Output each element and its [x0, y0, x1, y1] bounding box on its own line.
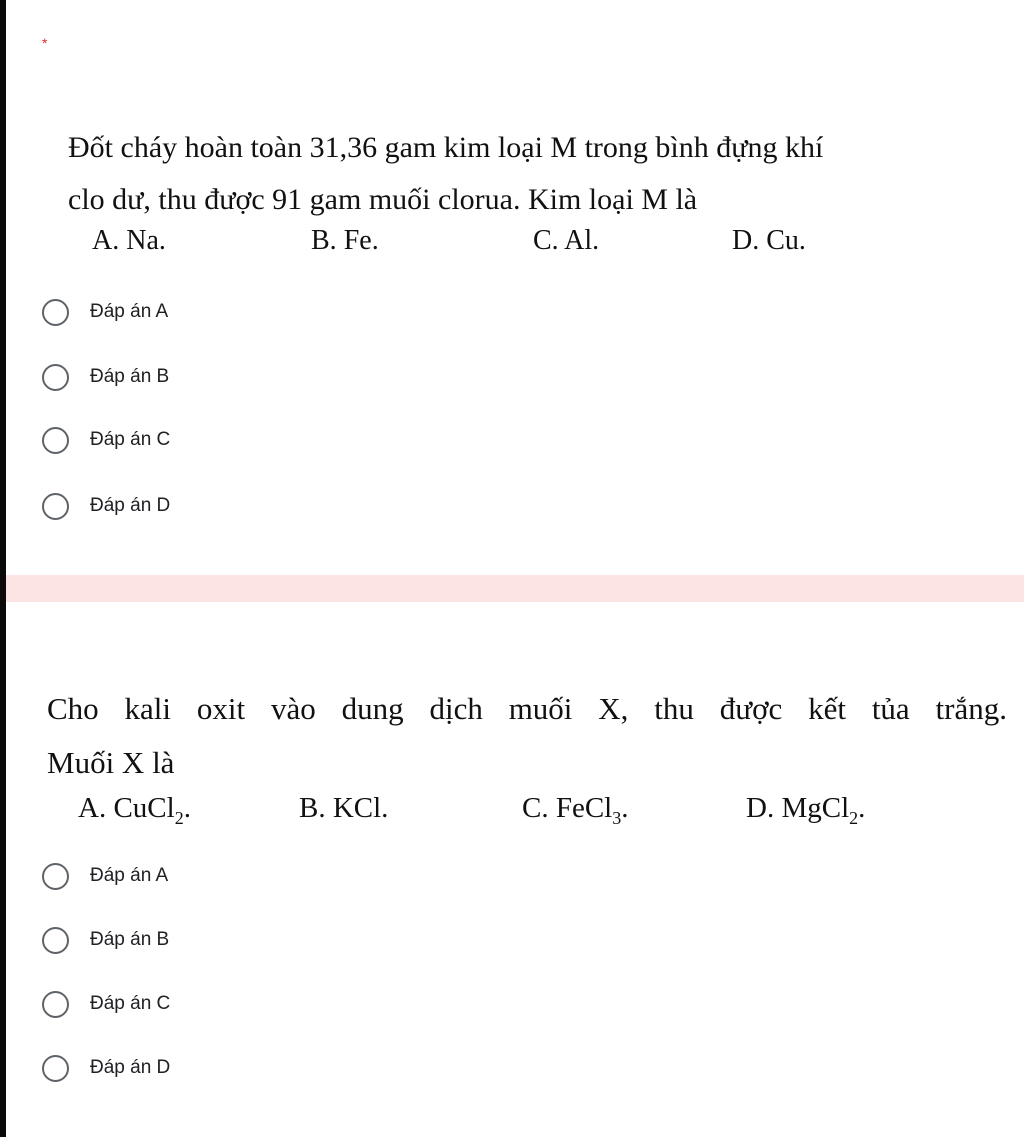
choice-text: Fe.: [343, 225, 379, 256]
radio-button[interactable]: [42, 299, 69, 326]
choice-letter: C.: [533, 225, 559, 256]
answer-option-c[interactable]: [42, 984, 170, 1024]
choice-end: .: [183, 792, 191, 824]
choice-end: .: [621, 792, 629, 824]
choice-text: FeCl: [555, 792, 613, 824]
choice-a: [78, 792, 191, 829]
choice-text: CuCl: [113, 792, 175, 824]
choice-d: [746, 792, 865, 829]
question-2-line-1: Cho kali oxit vào dung dịch muối X, thu được kết tủa trắng.: [47, 691, 1007, 726]
question-card-2: [6, 602, 1024, 1137]
answer-option-c[interactable]: [42, 420, 170, 460]
choice-text: MgCl: [781, 792, 850, 824]
choice-text: KCl.: [332, 792, 389, 824]
radio-button[interactable]: [42, 427, 69, 454]
radio-button[interactable]: [42, 991, 69, 1018]
choice-text: Al.: [564, 225, 600, 256]
choice-letter: D.: [746, 792, 775, 824]
answer-option-d[interactable]: [42, 486, 170, 526]
choice-a: [92, 225, 166, 257]
question-1-choices: [6, 225, 1024, 271]
choice-subscript: 3: [612, 807, 622, 828]
radio-button[interactable]: [42, 364, 69, 391]
choice-letter: C.: [522, 792, 549, 824]
radio-button[interactable]: [42, 493, 69, 520]
choice-end: .: [858, 792, 866, 824]
answer-option-a[interactable]: [42, 292, 168, 332]
question-separator: [6, 575, 1024, 602]
choice-b: [299, 792, 388, 825]
choice-text: Cu.: [766, 225, 806, 256]
answer-option-b[interactable]: [42, 920, 169, 960]
choice-letter: A.: [78, 792, 107, 824]
answer-label: Đáp án C: [90, 993, 171, 1014]
answer-option-b[interactable]: [42, 357, 169, 397]
required-marker: *: [42, 35, 48, 51]
answer-label: Đáp án C: [90, 429, 171, 450]
answer-option-a[interactable]: [42, 856, 168, 896]
answer-label: Đáp án A: [90, 865, 169, 886]
choice-subscript: 2: [849, 807, 859, 828]
radio-button[interactable]: [42, 863, 69, 890]
answer-label: Đáp án D: [90, 1057, 171, 1078]
answer-option-d[interactable]: [42, 1048, 170, 1088]
choice-letter: A.: [92, 225, 120, 256]
answer-label: Đáp án D: [90, 495, 171, 516]
answer-label: Đáp án B: [90, 929, 170, 950]
question-2-line-2: Muối X là: [47, 745, 175, 780]
choice-b: [311, 225, 379, 257]
question-1-line-1: Đốt cháy hoàn toàn 31,36 gam kim loại M trong bình đựng khí: [68, 131, 824, 164]
answer-label: Đáp án A: [90, 301, 169, 322]
question-2-choices: [6, 792, 1024, 838]
choice-d: [732, 225, 806, 257]
question-card-1: [6, 0, 1024, 575]
choice-letter: B.: [311, 225, 337, 256]
choice-letter: D.: [732, 225, 760, 256]
choice-c: [533, 225, 599, 257]
choice-letter: B.: [299, 792, 326, 824]
question-1-line-2: clo dư, thu được 91 gam muối clorua. Kim loại M là: [68, 183, 698, 216]
choice-subscript: 2: [174, 807, 184, 828]
radio-button[interactable]: [42, 1055, 69, 1082]
answer-label: Đáp án B: [90, 366, 170, 387]
radio-button[interactable]: [42, 927, 69, 954]
choice-c: [522, 792, 629, 829]
choice-text: Na.: [126, 225, 166, 256]
